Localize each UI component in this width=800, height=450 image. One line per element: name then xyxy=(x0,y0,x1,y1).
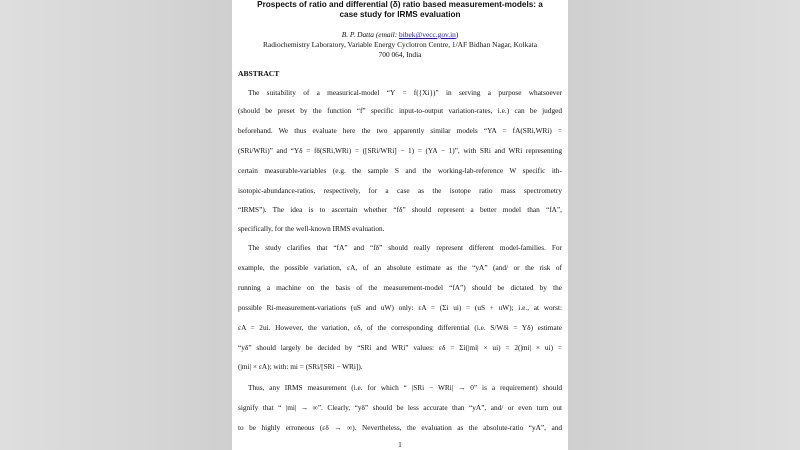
abstract-line: The suitability of a measurical-model “Y = f({Xi})” in serving a purpose whatsoever xyxy=(248,88,562,97)
affiliation-line-2: 700 064, India xyxy=(378,50,422,59)
author-line xyxy=(232,30,568,40)
abstract-line: (|mi| × εA); with: mi = (SRi/[SRi − WRi]). xyxy=(238,362,363,371)
abstract-line: specifically, for the well-known IRMS evaluation. xyxy=(238,224,385,233)
abstract-line: possible Ri-measurement-variations (uS and uW) only: εA = (Σi ui) = (uS + uW); i.e., at worst: xyxy=(238,303,562,312)
abstract-line: εA = 2ui. However, the variation, εδ, of the corresponding differential (i.e. S/Wδi = Yδ) estimate xyxy=(238,323,562,332)
abstract-line: (should be preset by the function “f” specific input-to-output variation-rates, i.e.) can be judged xyxy=(238,106,562,115)
viewer-background-right xyxy=(568,0,800,450)
author-prefix: B. P. Datta (email: xyxy=(341,30,400,39)
abstract-line: (SRi/WRi)” and “Yδ = fδ(SRi,WRi) = ([SRi/WRi] − 1) = (YA − 1)”, with SRi and WRi representing xyxy=(238,146,562,155)
document-page xyxy=(232,0,568,450)
author-email-link[interactable]: bibek@vecc.gov.in xyxy=(399,30,456,39)
abstract-line: The study clarifies that “fA” and “fδ” should really represent different model-families. For xyxy=(248,243,562,252)
abstract-line: to be highly erroneous (εδ → ∞). Nevertheless, the evaluation as the absolute-ratio “yA”, and xyxy=(238,423,562,432)
abstract-line: running a machine on the basis of the measurement-model “fA”) should be dictated by the xyxy=(238,283,562,292)
abstract-line: signify that “ |mi| → ∞”. Clearly, “yδ” should be less accurate than “yA”, and/ or even turn out xyxy=(238,403,562,412)
abstract-line: example, the possible variation, εA, of an absolute estimate as the “yA” (and/ or the risk of xyxy=(238,263,562,272)
viewer-background-left xyxy=(0,0,232,450)
abstract-heading: ABSTRACT xyxy=(238,69,280,78)
abstract-line: beforehand. We thus evaluate here the two apparently similar models “YA = fA(SRi,WRi) = xyxy=(238,126,562,135)
affiliation-line-1: Radiochemistry Laboratory, Variable Energy Cyclotron Centre, 1/AF Bidhan Nagar, Kolkata xyxy=(263,40,537,49)
abstract-line: “IRMS”). The idea is to ascertain whether “fδ” should represent a better model than “fA”, xyxy=(238,205,562,214)
abstract-line: Thus, any IRMS measurement (i.e. for which “ |SRi − WRi| → 0” is a requirement) should xyxy=(248,383,562,392)
paper-title-line-1: Prospects of ratio and differential (δ) ratio based measurement-models: a xyxy=(257,0,543,9)
abstract-line: “yδ” should largely be decided by “SRi and WRi” values: εδ = Σi(|mi| × ui) = 2(|mi| × ui) = xyxy=(238,343,562,352)
paper-title-line-2: case study for IRMS evaluation xyxy=(339,10,461,19)
author-suffix: ) xyxy=(455,30,459,39)
abstract-line: certain measurable-variables (e.g. the sample S and the working-lab-reference W specific ith- xyxy=(238,166,562,175)
abstract-line: isotopic-abundance-ratios, respectively, for a case as the isotope ratio mass spectrometry xyxy=(238,186,562,195)
page-number: 1 xyxy=(398,440,402,449)
